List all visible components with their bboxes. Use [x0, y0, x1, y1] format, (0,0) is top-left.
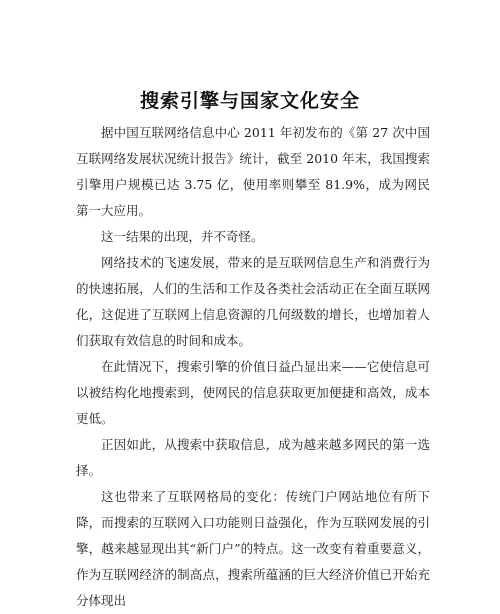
paragraph-3: 网络技术的飞速发展，带来的是互联网信息生产和消费行为的快速拓展，人们的生活和工作及各类社会活动正在全面互联网化，这促进了互联网上信息资源的几何级数的增长，也增加着人们获取有效信息的时间和成本。 — [76, 255, 430, 348]
document-title: 搜索引擎与国家文化安全 — [139, 90, 360, 112]
paragraph-1: 据中国互联网络信息中心 2011 年初发布的《第 27 次中国互联网络发展状况统计报告》统计，截至 2010 年末，我国搜索引擎用户规模已达 3.75 亿，使用率则攀至 81.9%，成为网民第一大应用。 — [76, 125, 430, 218]
paragraph-2: 这一结果的出现，并不奇怪。 — [101, 229, 264, 244]
paragraph-5: 正因如此，从搜索中获取信息，成为越来越多网民的第一选择。 — [76, 437, 430, 478]
paragraph-6: 这也带来了互联网格局的变化：传统门户网站地位有所下降，而搜索的互联网入口功能则日益强化，作为互联网发展的引擎，越来越显现出其“新门户”的特点。这一改变有着重要意义，作为互联网经济的制高点，搜索所蕴涵的巨大经济价值已开始充分体现出 — [76, 489, 430, 608]
paragraph-4: 在此情况下，搜索引擎的价值日益凸显出来——它使信息可以被结构化地搜索到，使网民的信息获取更加便捷和高效，成本更低。 — [76, 359, 430, 426]
document-body — [76, 120, 430, 614]
